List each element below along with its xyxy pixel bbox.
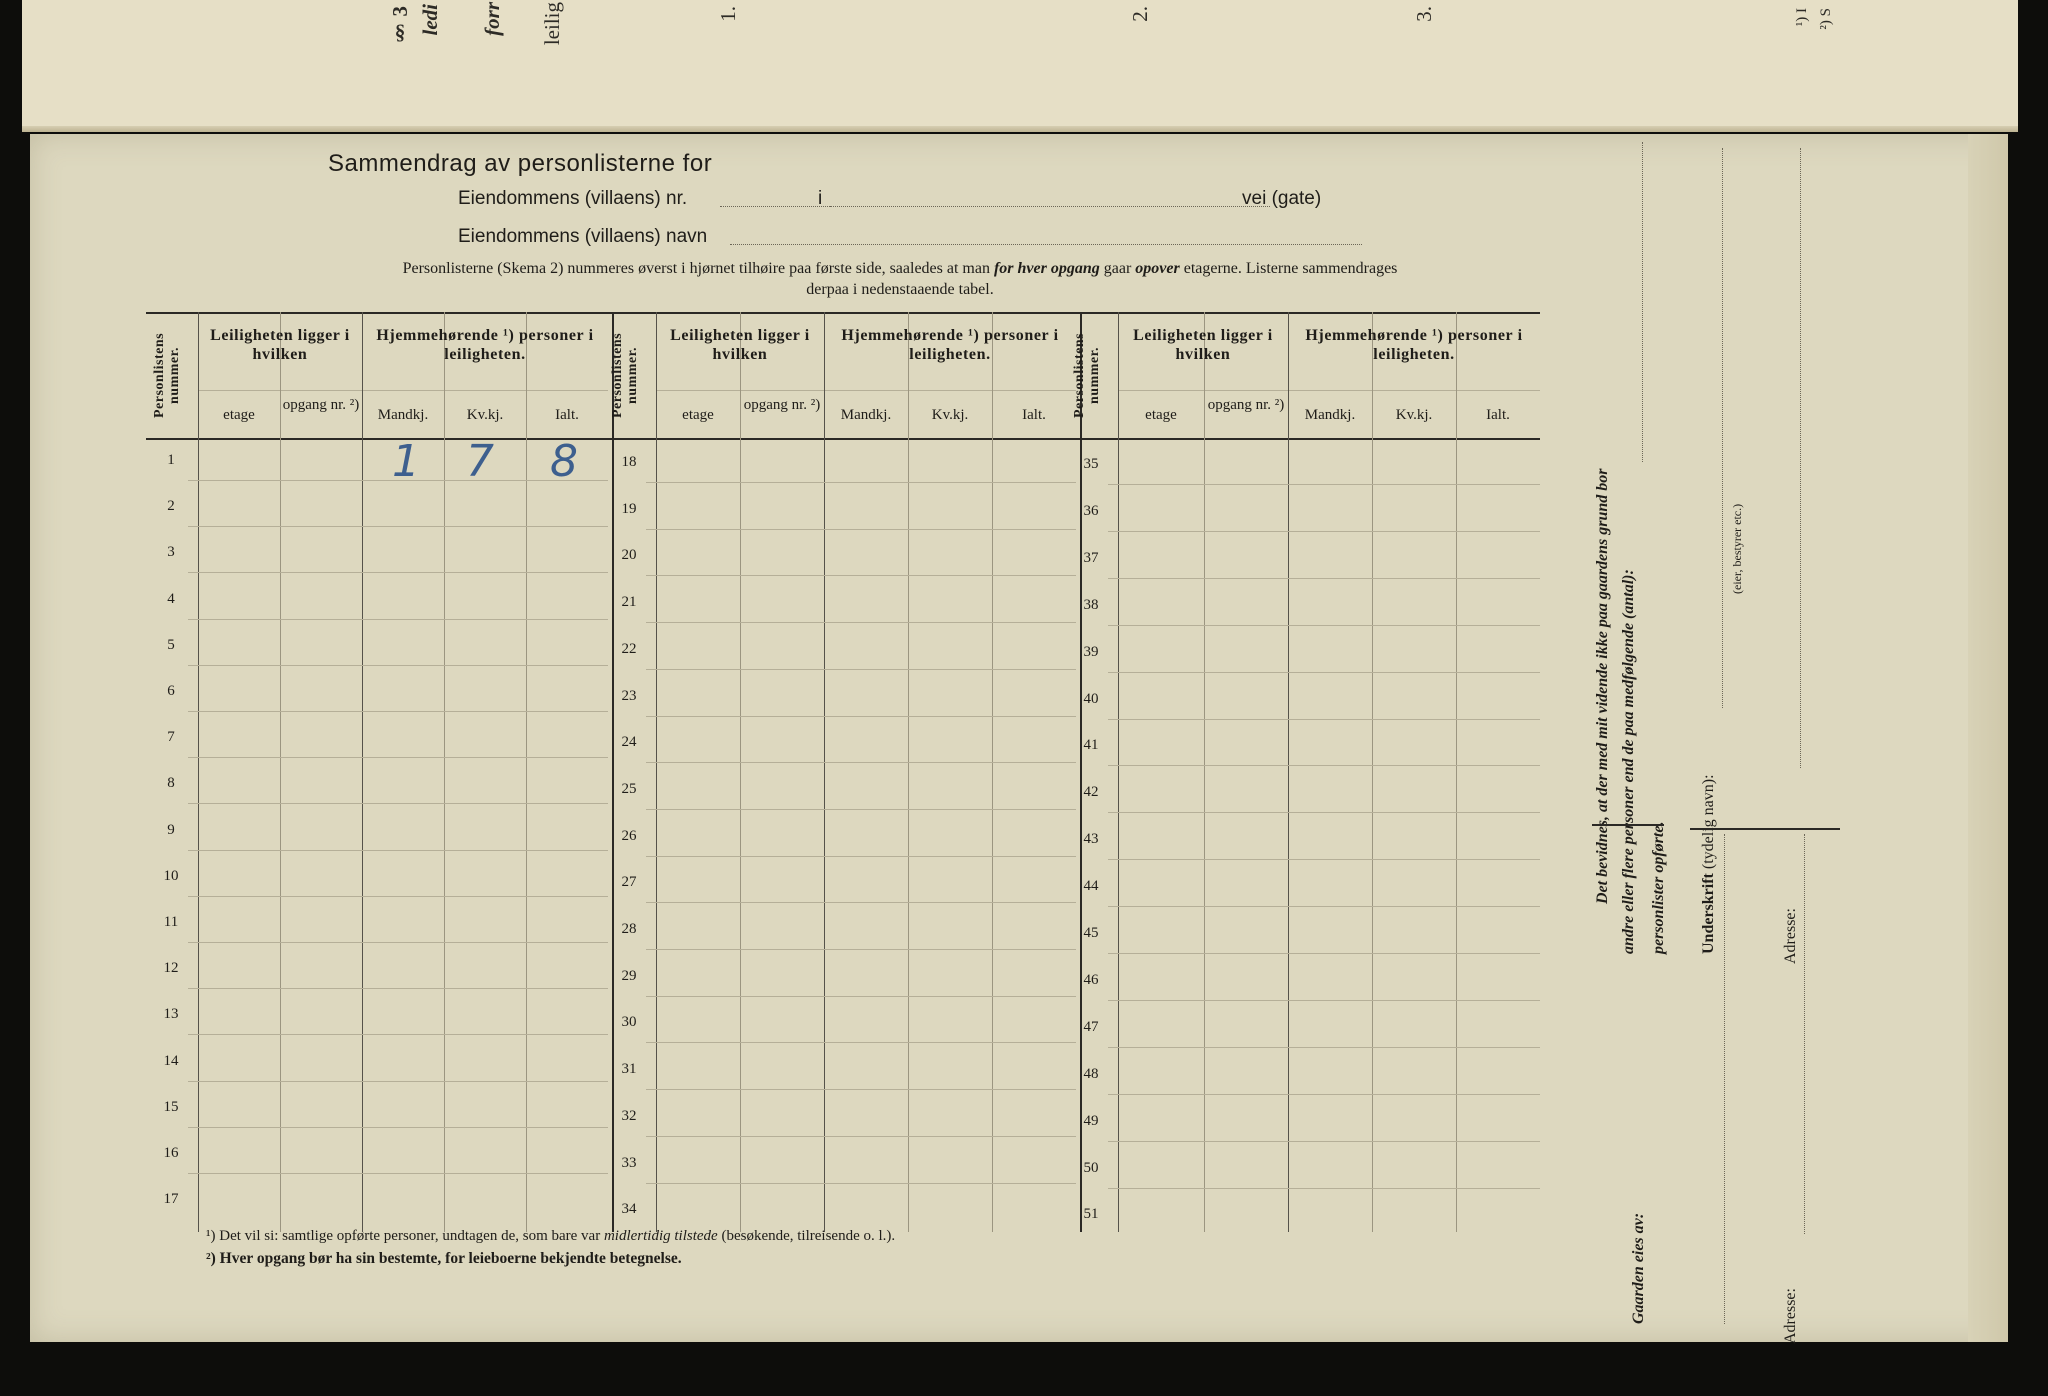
top-fragment: leilig: [540, 2, 564, 46]
certification-line-2: andre eller flere personer end de paa medfølgende (antal):: [1620, 569, 1637, 954]
row-number: 14: [163, 1052, 179, 1069]
subheader-total: Ialt.: [555, 407, 579, 423]
table-row[interactable]: [646, 902, 1076, 903]
table-block-1: [146, 312, 608, 1232]
table-row[interactable]: [646, 1136, 1076, 1137]
table-row[interactable]: [188, 1127, 608, 1128]
row-number: 5: [167, 636, 175, 653]
column-rule: [280, 312, 281, 1232]
row-number: 29: [621, 967, 637, 984]
top-fragment: ²) S: [1818, 8, 1834, 30]
header-person-list-number: Personlistens nummer.: [610, 332, 640, 418]
table-row[interactable]: [188, 619, 608, 620]
form-sheet: [30, 134, 2008, 1342]
signature-field[interactable]: [1722, 148, 1723, 708]
table-row[interactable]: [188, 572, 608, 573]
table-row[interactable]: [188, 757, 608, 758]
page-spine: [1968, 134, 2008, 1342]
instructions-emphasis: opover: [1135, 260, 1180, 277]
table-row[interactable]: [1108, 1188, 1540, 1189]
top-fragment: forr: [480, 2, 504, 36]
table-subheader-rule: [198, 390, 608, 391]
certification-line-1: Det bevidnes, at der med mit vidende ikke paa gaardens grund bor: [1594, 468, 1611, 904]
row-number: 12: [163, 960, 179, 977]
footnote-1-emphasis: midlertidig tilstede: [603, 1228, 718, 1244]
row-number: 34: [621, 1201, 637, 1218]
signature-label-text: Underskrift: [1700, 873, 1717, 954]
instructions-text: derpaa i nedenstaaende tabel.: [806, 281, 994, 298]
subheader-entrance: opgang nr. ²): [743, 397, 821, 413]
subheader-total: Ialt.: [1022, 407, 1046, 423]
table-row[interactable]: [1108, 1094, 1540, 1095]
row-number: 11: [163, 914, 179, 930]
certification-line-3: personlister opførte.: [1650, 821, 1667, 954]
row-number: 37: [1083, 549, 1099, 566]
table-row[interactable]: [1108, 765, 1540, 766]
subheader-female: Kv.kj.: [1395, 407, 1433, 423]
row-number: 6: [167, 683, 175, 699]
row-number: 15: [163, 1098, 179, 1115]
table-row[interactable]: [646, 622, 1076, 623]
property-name-field[interactable]: [730, 244, 1362, 245]
top-fragment: 1.: [716, 6, 740, 22]
table-row[interactable]: [188, 988, 608, 989]
header-resident-persons: Hjemmehørende ¹) personer i leiligheten.: [1305, 327, 1523, 363]
column-rule: [740, 312, 741, 1232]
table-row[interactable]: [1108, 1047, 1540, 1048]
property-number-in-label: i: [818, 188, 823, 209]
instructions-text: Personlisterne (Skema 2) nummeres øverst i hjørnet tilhøire paa første side, saaledes at man: [402, 260, 990, 277]
subheader-female: Kv.kj.: [931, 407, 969, 423]
footnote-2: [206, 1250, 682, 1268]
column-rule: [526, 312, 527, 1232]
row-number: 3: [167, 544, 175, 561]
row-number: 22: [621, 640, 637, 657]
form-title: Sammendrag av personlisterne for: [328, 150, 713, 177]
row-number: 19: [621, 500, 637, 517]
row-number: 18: [621, 454, 637, 470]
table-row[interactable]: [1108, 859, 1540, 860]
table-subheader-rule: [1118, 390, 1540, 391]
table-block-3: [1066, 312, 1540, 1232]
column-rule: [444, 312, 445, 1232]
instructions-emphasis: for hver opgang: [993, 260, 1100, 277]
row-number: 1: [167, 452, 175, 468]
table-row[interactable]: [188, 1173, 608, 1174]
header-person-list-number: Personlistens nummer.: [152, 332, 182, 418]
row-number: 24: [621, 734, 637, 751]
column-rule: [656, 312, 657, 1232]
instructions-text: gaar: [1103, 260, 1132, 277]
footnote-1-text: ¹) Det vil si: samtlige opførte personer, undtagen de, som bare var: [206, 1228, 601, 1244]
handwritten-total-count: 8: [550, 436, 578, 487]
row-number: 7: [167, 729, 175, 746]
row-number: 49: [1083, 1112, 1099, 1129]
row-number: 16: [163, 1145, 179, 1161]
row-number: 44: [1083, 878, 1099, 895]
owner-label: Gaarden eies av:: [1630, 1212, 1647, 1324]
property-number-field[interactable]: [720, 206, 842, 207]
row-number: 21: [621, 594, 637, 611]
row-number: 25: [621, 780, 637, 797]
table-row[interactable]: [1108, 1141, 1540, 1142]
previous-page-edge: [22, 0, 2018, 132]
table-row[interactable]: [1108, 906, 1540, 907]
handwritten-female-count: 7: [466, 436, 494, 487]
row-number: 51: [1083, 1206, 1099, 1223]
header-person-list-number: Personlistens nummer.: [1072, 332, 1102, 418]
address-label: Adresse:: [1782, 908, 1799, 964]
row-number: 40: [1083, 690, 1099, 707]
header-apartment-location: Leiligheten ligger i hvilken: [670, 327, 810, 363]
table-row[interactable]: [1108, 484, 1540, 485]
signature-label: [1700, 694, 1718, 954]
top-fragment: § 3: [388, 6, 412, 46]
row-number: 38: [1083, 596, 1099, 613]
owner-address-label: Adresse:: [1782, 1288, 1799, 1344]
table-row[interactable]: [646, 1089, 1076, 1090]
table-header-rule: [604, 438, 1076, 440]
header-resident-persons: Hjemmehørende ¹) personer i leiligheten.: [376, 327, 594, 363]
footnote-1: [206, 1228, 895, 1245]
table-row[interactable]: [646, 856, 1076, 857]
table-row[interactable]: [188, 1034, 608, 1035]
street-suffix-label: vei (gate): [1242, 188, 1322, 209]
row-number: 43: [1083, 831, 1099, 848]
table-header-rule: [146, 438, 608, 440]
row-number: 23: [621, 687, 637, 704]
row-number: 10: [163, 867, 179, 884]
table-row[interactable]: [646, 809, 1076, 810]
top-fragment: ledi: [418, 4, 442, 36]
row-number: 45: [1083, 925, 1099, 941]
footnote-2-text: ²) Hver opgang bør ha sin bestemte, for leieboerne bekjendte betegnelse.: [206, 1250, 682, 1267]
table-row[interactable]: [646, 482, 1076, 483]
row-number: 39: [1083, 643, 1099, 660]
row-number: 27: [621, 874, 637, 891]
subheader-entrance: opgang nr. ²): [282, 397, 360, 413]
table-row[interactable]: [188, 942, 608, 943]
table-top-rule: [604, 312, 1076, 314]
table-row[interactable]: [646, 762, 1076, 763]
table-row[interactable]: [646, 949, 1076, 950]
row-number: 26: [621, 827, 637, 844]
row-number: 35: [1083, 456, 1099, 472]
top-fragment: 2.: [1128, 6, 1152, 22]
footnote-1-text: (besøkende, tilreisende o. l.).: [721, 1228, 896, 1244]
instructions: [230, 258, 1570, 300]
column-rule: [992, 312, 993, 1232]
row-number: 41: [1083, 737, 1099, 754]
table-row[interactable]: [646, 1183, 1076, 1184]
table-top-rule: [146, 312, 608, 314]
subheader-male: Mandkj.: [1304, 407, 1356, 423]
instructions-text: etagerne. Listerne sammendrages: [1183, 260, 1398, 277]
table-row[interactable]: [188, 803, 608, 804]
column-rule: [362, 312, 363, 1232]
row-number: 50: [1083, 1159, 1099, 1176]
column-rule: [908, 312, 909, 1232]
handwritten-male-count: 1: [392, 436, 420, 487]
table-row[interactable]: [188, 665, 608, 666]
owner-address-field[interactable]: [1804, 834, 1805, 1234]
owner-field[interactable]: [1724, 834, 1725, 1324]
table-row[interactable]: [646, 996, 1076, 997]
table-row[interactable]: [646, 669, 1076, 670]
row-number: 48: [1083, 1065, 1099, 1082]
row-number: 36: [1083, 502, 1099, 519]
table-row[interactable]: [1108, 531, 1540, 532]
column-rule: [198, 312, 199, 1232]
table-row[interactable]: [1108, 578, 1540, 579]
table-row[interactable]: [646, 1042, 1076, 1043]
row-number: 20: [621, 547, 637, 564]
row-number: 28: [621, 921, 637, 937]
table-header-rule: [1066, 438, 1540, 440]
table-row[interactable]: [188, 711, 608, 712]
row-number: 13: [163, 1006, 179, 1023]
subheader-entrance: opgang nr. ²): [1207, 397, 1285, 413]
table-row[interactable]: [646, 716, 1076, 717]
table-row[interactable]: [188, 896, 608, 897]
row-number: 31: [621, 1061, 637, 1078]
row-number: 47: [1083, 1018, 1099, 1035]
subheader-male: Mandkj.: [840, 407, 892, 423]
table-row[interactable]: [1108, 719, 1540, 720]
street-field[interactable]: [830, 206, 1270, 207]
certification-rule: [1592, 824, 1664, 826]
table-row[interactable]: [188, 850, 608, 851]
row-number: 30: [621, 1014, 637, 1031]
subheader-floor: etage: [1145, 407, 1177, 423]
row-number: 33: [621, 1154, 637, 1171]
table-row[interactable]: [1108, 812, 1540, 813]
table-row[interactable]: [188, 1081, 608, 1082]
property-name-label: Eiendommens (villaens) navn: [458, 226, 708, 247]
row-number: 4: [167, 590, 175, 607]
row-number: 42: [1083, 784, 1099, 801]
subheader-floor: etage: [682, 407, 714, 423]
table-subheader-rule: [656, 390, 1076, 391]
property-number-label: Eiendommens (villaens) nr.: [458, 188, 688, 209]
address-field[interactable]: [1800, 148, 1801, 768]
row-number: 32: [621, 1107, 637, 1124]
subheader-female: Kv.kj.: [466, 407, 504, 423]
top-fragment: 3.: [1412, 6, 1436, 22]
subheader-total: Ialt.: [1486, 407, 1510, 423]
page-fold: [22, 126, 2018, 132]
row-number: 9: [167, 821, 175, 838]
table-row[interactable]: [1108, 1000, 1540, 1001]
signature-hint: (tydelig navn):: [1700, 774, 1717, 870]
row-number: 2: [167, 498, 175, 515]
subheader-male: Mandkj.: [377, 407, 429, 423]
top-fragment: ¹) I: [1794, 8, 1810, 27]
row-number: 46: [1083, 971, 1099, 988]
role-hint: (eier, bestyrer etc.): [1730, 503, 1744, 594]
row-number: 17: [163, 1191, 179, 1208]
row-number: 8: [167, 775, 175, 792]
column-rule: [824, 312, 825, 1232]
header-resident-persons: Hjemmehørende ¹) personer i leiligheten.: [841, 327, 1059, 363]
table-row[interactable]: [646, 529, 1076, 530]
subheader-floor: etage: [223, 407, 255, 423]
header-apartment-location: Leiligheten ligger i hvilken: [1133, 327, 1273, 363]
table-top-rule: [1066, 312, 1540, 314]
table-row[interactable]: [188, 526, 608, 527]
table-row[interactable]: [1108, 672, 1540, 673]
count-field[interactable]: [1642, 142, 1643, 462]
header-apartment-location: Leiligheten ligger i hvilken: [210, 327, 350, 363]
table-row[interactable]: [1108, 625, 1540, 626]
table-row[interactable]: [1108, 953, 1540, 954]
signature-rule: [1690, 828, 1840, 830]
table-row[interactable]: [646, 575, 1076, 576]
table-block-2: [604, 312, 1076, 1232]
